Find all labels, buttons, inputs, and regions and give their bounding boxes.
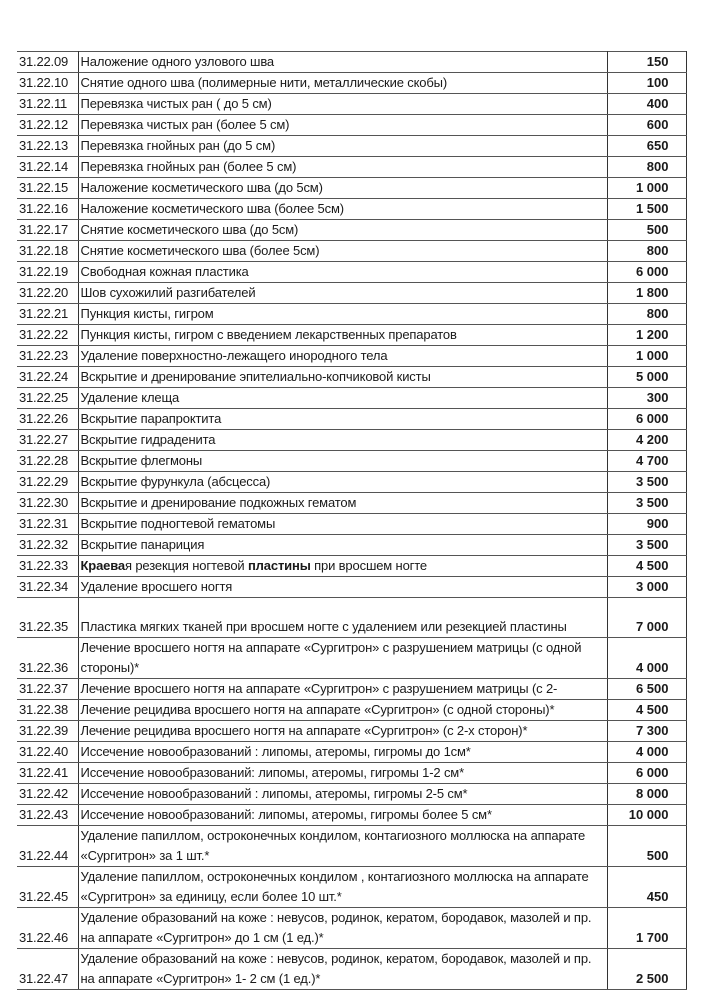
service-price: 4 700 <box>607 451 686 472</box>
service-code: 31.22.16 <box>17 199 78 220</box>
service-price: 300 <box>607 388 686 409</box>
service-name: Лечение рецидива вросшего ногтя на аппарате «Сургитрон» (с одной стороны)* <box>78 700 607 721</box>
service-price: 500 <box>607 220 686 241</box>
service-name: Лечение вросшего ногтя на аппарате «Сургитрон» с разрушением матрицы (с одной стороны)* <box>78 638 607 679</box>
table-row <box>17 304 686 325</box>
service-name: Снятие косметического шва (до 5см) <box>78 220 607 241</box>
service-code: 31.22.22 <box>17 325 78 346</box>
service-price: 6 000 <box>607 262 686 283</box>
service-code: 31.22.30 <box>17 493 78 514</box>
service-price: 4 000 <box>607 638 686 679</box>
table-row <box>17 73 686 94</box>
table-row <box>17 241 686 262</box>
service-code: 31.22.14 <box>17 157 78 178</box>
service-name: Шов сухожилий разгибателей <box>78 283 607 304</box>
service-name: Лечение вросшего ногтя на аппарате «Сургитрон» с разрушением матрицы (с 2- <box>78 679 607 700</box>
service-name: Вскрытие подногтевой гематомы <box>78 514 607 535</box>
service-name: Вскрытие флегмоны <box>78 451 607 472</box>
table-row <box>17 805 686 826</box>
service-name: Удаление образований на коже : невусов, родинок, кератом, бородавок, мазолей и пр. на аппарате «Сургитрон» 1- 2 см (1 ед.)* <box>78 949 607 990</box>
service-code: 31.22.19 <box>17 262 78 283</box>
service-name: Пункция кисты, гигром <box>78 304 607 325</box>
table-row <box>17 94 686 115</box>
service-code: 31.22.41 <box>17 763 78 784</box>
service-code: 31.22.33 <box>17 556 78 577</box>
table-row <box>17 157 686 178</box>
service-price: 5 000 <box>607 367 686 388</box>
service-price: 4 500 <box>607 700 686 721</box>
service-price: 1 700 <box>607 908 686 949</box>
service-code: 31.22.29 <box>17 472 78 493</box>
service-name: Вскрытие и дренирование эпителиально-копчиковой кисты <box>78 367 607 388</box>
service-code: 31.22.09 <box>17 52 78 73</box>
table-row <box>17 52 686 73</box>
service-price: 2 500 <box>607 949 686 990</box>
service-name: Удаление папиллом, остроконечных кондилом, контагиозного моллюска на аппарате «Сургитрон» за 1 шт.* <box>78 826 607 867</box>
service-code: 31.22.40 <box>17 742 78 763</box>
service-name: Пластика мягких тканей при вросшем ногте с удалением или резекцией пластины <box>78 598 607 638</box>
table-row <box>17 136 686 157</box>
service-code: 31.22.45 <box>17 867 78 908</box>
service-name: Вскрытие панариция <box>78 535 607 556</box>
service-price: 1 800 <box>607 283 686 304</box>
service-price: 6 000 <box>607 409 686 430</box>
service-code: 31.22.25 <box>17 388 78 409</box>
service-name: Вскрытие парапроктита <box>78 409 607 430</box>
table-row <box>17 949 686 990</box>
service-code: 31.22.32 <box>17 535 78 556</box>
table-row <box>17 514 686 535</box>
service-price: 800 <box>607 157 686 178</box>
service-code: 31.22.11 <box>17 94 78 115</box>
service-name: Удаление папиллом, остроконечных кондилом , контагиозного моллюска на аппарате «Сургитрон» за единицу, если более 10 шт.* <box>78 867 607 908</box>
table-row <box>17 409 686 430</box>
service-name: Иссечение новообразований : липомы, атеромы, гигромы 2-5 см* <box>78 784 607 805</box>
service-price: 3 500 <box>607 535 686 556</box>
service-name: Наложение одного узлового шва <box>78 52 607 73</box>
service-code: 31.22.23 <box>17 346 78 367</box>
table-row <box>17 325 686 346</box>
service-price: 4 500 <box>607 556 686 577</box>
service-code: 31.22.10 <box>17 73 78 94</box>
service-name: Пункция кисты, гигром с введением лекарственных препаратов <box>78 325 607 346</box>
service-price: 400 <box>607 94 686 115</box>
table-row <box>17 679 686 700</box>
table-row <box>17 346 686 367</box>
table-row <box>17 199 686 220</box>
table-row <box>17 220 686 241</box>
service-price: 7 000 <box>607 598 686 638</box>
service-code: 31.22.47 <box>17 949 78 990</box>
table-row <box>17 700 686 721</box>
service-price: 600 <box>607 115 686 136</box>
service-code: 31.22.18 <box>17 241 78 262</box>
service-price: 8 000 <box>607 784 686 805</box>
service-name: Иссечение новообразований: липомы, атеромы, гигромы более 5 см* <box>78 805 607 826</box>
service-price: 1 200 <box>607 325 686 346</box>
table-row <box>17 763 686 784</box>
service-code: 31.22.38 <box>17 700 78 721</box>
service-price: 1 500 <box>607 199 686 220</box>
service-name: Перевязка гнойных ран (до 5 см) <box>78 136 607 157</box>
service-price: 500 <box>607 826 686 867</box>
service-name: Свободная кожная пластика <box>78 262 607 283</box>
price-table <box>17 51 687 990</box>
service-code: 31.22.31 <box>17 514 78 535</box>
service-name: Перевязка чистых ран (более 5 см) <box>78 115 607 136</box>
table-row <box>17 367 686 388</box>
table-row <box>17 598 686 638</box>
service-price: 450 <box>607 867 686 908</box>
service-name: Наложение косметического шва (более 5см) <box>78 199 607 220</box>
table-row <box>17 826 686 867</box>
service-name: Удаление поверхностно-лежащего инородного тела <box>78 346 607 367</box>
table-row <box>17 493 686 514</box>
service-code: 31.22.12 <box>17 115 78 136</box>
service-name: Иссечение новообразований : липомы, атеромы, гигромы до 1см* <box>78 742 607 763</box>
service-name: Вскрытие гидраденита <box>78 430 607 451</box>
regular-text: при вросшем ногте <box>310 558 427 573</box>
table-row <box>17 115 686 136</box>
service-name: Наложение косметического шва (до 5см) <box>78 178 607 199</box>
service-name: Удаление клеща <box>78 388 607 409</box>
service-price: 1 000 <box>607 178 686 199</box>
table-row <box>17 556 686 577</box>
service-price: 3 500 <box>607 472 686 493</box>
service-name: Лечение рецидива вросшего ногтя на аппарате «Сургитрон» (с 2-х сторон)* <box>78 721 607 742</box>
service-name <box>78 556 607 577</box>
service-code: 31.22.34 <box>17 577 78 598</box>
table-row <box>17 784 686 805</box>
table-row <box>17 472 686 493</box>
service-price: 800 <box>607 241 686 262</box>
service-price: 100 <box>607 73 686 94</box>
service-name: Вскрытие фурункула (абсцесса) <box>78 472 607 493</box>
service-code: 31.22.13 <box>17 136 78 157</box>
service-code: 31.22.44 <box>17 826 78 867</box>
service-price: 4 000 <box>607 742 686 763</box>
service-price: 6 000 <box>607 763 686 784</box>
service-code: 31.22.21 <box>17 304 78 325</box>
service-price: 3 000 <box>607 577 686 598</box>
table-row <box>17 178 686 199</box>
table-row <box>17 638 686 679</box>
service-code: 31.22.36 <box>17 638 78 679</box>
table-row <box>17 262 686 283</box>
service-price: 6 500 <box>607 679 686 700</box>
service-name: Удаление вросшего ногтя <box>78 577 607 598</box>
service-name: Перевязка гнойных ран (более 5 см) <box>78 157 607 178</box>
service-code: 31.22.24 <box>17 367 78 388</box>
service-price: 150 <box>607 52 686 73</box>
service-name: Снятие одного шва (полимерные нити, металлические скобы) <box>78 73 607 94</box>
service-price: 4 200 <box>607 430 686 451</box>
service-name: Иссечение новообразований: липомы, атеромы, гигромы 1-2 см* <box>78 763 607 784</box>
table-row <box>17 577 686 598</box>
table-row <box>17 451 686 472</box>
service-code: 31.22.26 <box>17 409 78 430</box>
table-row <box>17 535 686 556</box>
table-row <box>17 388 686 409</box>
service-name: Снятие косметического шва (более 5см) <box>78 241 607 262</box>
service-name: Перевязка чистых ран ( до 5 см) <box>78 94 607 115</box>
bold-text: Краева <box>80 558 125 573</box>
service-code: 31.22.46 <box>17 908 78 949</box>
table-row <box>17 283 686 304</box>
service-code: 31.22.27 <box>17 430 78 451</box>
bold-text: пластины <box>247 558 311 573</box>
service-code: 31.22.20 <box>17 283 78 304</box>
regular-text: я резекция ногтевой <box>125 558 248 573</box>
service-code: 31.22.35 <box>17 598 78 638</box>
service-code: 31.22.42 <box>17 784 78 805</box>
table-row <box>17 908 686 949</box>
table-row <box>17 867 686 908</box>
service-code: 31.22.39 <box>17 721 78 742</box>
table-row <box>17 430 686 451</box>
service-code: 31.22.43 <box>17 805 78 826</box>
service-price: 1 000 <box>607 346 686 367</box>
service-code: 31.22.17 <box>17 220 78 241</box>
service-code: 31.22.15 <box>17 178 78 199</box>
service-name: Удаление образований на коже : невусов, родинок, кератом, бородавок, мазолей и пр. на аппарате «Сургитрон» до 1 см (1 ед.)* <box>78 908 607 949</box>
service-code: 31.22.28 <box>17 451 78 472</box>
service-name: Вскрытие и дренирование подкожных гематом <box>78 493 607 514</box>
service-price: 7 300 <box>607 721 686 742</box>
service-price: 3 500 <box>607 493 686 514</box>
table-row <box>17 721 686 742</box>
service-price: 650 <box>607 136 686 157</box>
service-price: 10 000 <box>607 805 686 826</box>
service-code: 31.22.37 <box>17 679 78 700</box>
service-price: 800 <box>607 304 686 325</box>
service-price: 900 <box>607 514 686 535</box>
table-row <box>17 742 686 763</box>
